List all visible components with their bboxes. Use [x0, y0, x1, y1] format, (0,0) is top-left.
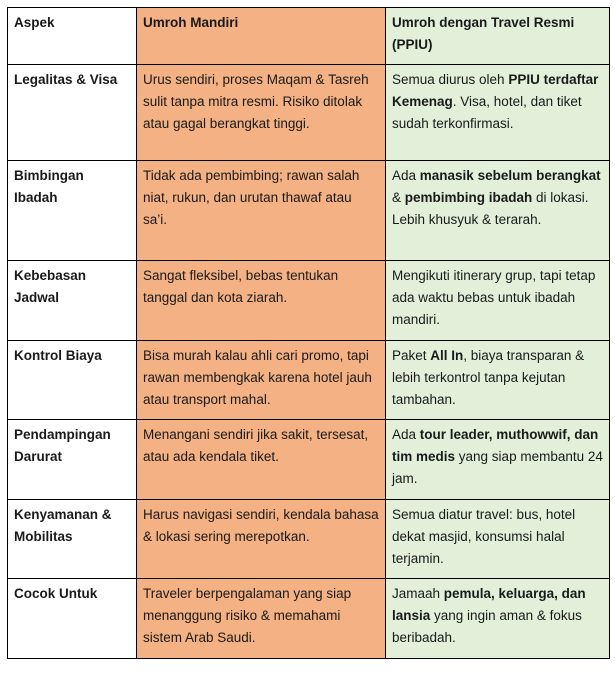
- table-row: [8, 161, 610, 261]
- table-row: [8, 341, 610, 420]
- travel-cell: Ada tour leader, muthowwif, dan tim medis yang siap membantu 24 jam.: [386, 420, 610, 500]
- mandiri-cell: Urus sendiri, proses Maqam & Tasreh sulit tanpa mitra resmi. Risiko ditolak atau gagal berangkat tinggi.: [137, 65, 386, 161]
- header-travel: Umroh dengan Travel Resmi (PPIU): [386, 8, 610, 65]
- aspect-cell: Kenyamanan & Mobilitas: [8, 500, 137, 579]
- travel-cell: Mengikuti itinerary grup, tapi tetap ada waktu bebas untuk ibadah mandiri.: [386, 261, 610, 341]
- travel-cell: Paket All In, biaya transparan & lebih terkontrol tanpa kejutan tambahan.: [386, 341, 610, 420]
- mandiri-cell: Traveler berpengalaman yang siap menanggung risiko & memahami sistem Arab Saudi.: [137, 579, 386, 659]
- aspect-cell: Kontrol Biaya: [8, 341, 137, 420]
- travel-cell: Jamaah pemula, keluarga, dan lansia yang ingin aman & fokus beribadah.: [386, 579, 610, 659]
- comparison-table: [7, 7, 610, 659]
- travel-cell: Ada manasik sebelum berangkat & pembimbing ibadah di lokasi. Lebih khusyuk & terarah.: [386, 161, 610, 261]
- travel-cell: Semua diurus oleh PPIU terdaftar Kemenag. Visa, hotel, dan tiket sudah terkonfirmasi.: [386, 65, 610, 161]
- header-aspect: Aspek: [8, 8, 137, 65]
- mandiri-cell: Tidak ada pembimbing; rawan salah niat, rukun, dan urutan thawaf atau sa’i.: [137, 161, 386, 261]
- header-row: [8, 8, 610, 65]
- table-row: [8, 65, 610, 161]
- table-row: [8, 420, 610, 500]
- table-row: [8, 500, 610, 579]
- mandiri-cell: Menangani sendiri jika sakit, tersesat, atau ada kendala tiket.: [137, 420, 386, 500]
- table-row: [8, 579, 610, 659]
- mandiri-cell: Harus navigasi sendiri, kendala bahasa & lokasi sering merepotkan.: [137, 500, 386, 579]
- aspect-cell: Legalitas & Visa: [8, 65, 137, 161]
- header-mandiri: Umroh Mandiri: [137, 8, 386, 65]
- travel-cell: Semua diatur travel: bus, hotel dekat masjid, konsumsi halal terjamin.: [386, 500, 610, 579]
- aspect-cell: Pendampingan Darurat: [8, 420, 137, 500]
- aspect-cell: Cocok Untuk: [8, 579, 137, 659]
- table-row: [8, 261, 610, 341]
- aspect-cell: Kebebasan Jadwal: [8, 261, 137, 341]
- aspect-cell: Bimbingan Ibadah: [8, 161, 137, 261]
- mandiri-cell: Sangat fleksibel, bebas tentukan tanggal dan kota ziarah.: [137, 261, 386, 341]
- mandiri-cell: Bisa murah kalau ahli cari promo, tapi rawan membengkak karena hotel jauh atau transport mahal.: [137, 341, 386, 420]
